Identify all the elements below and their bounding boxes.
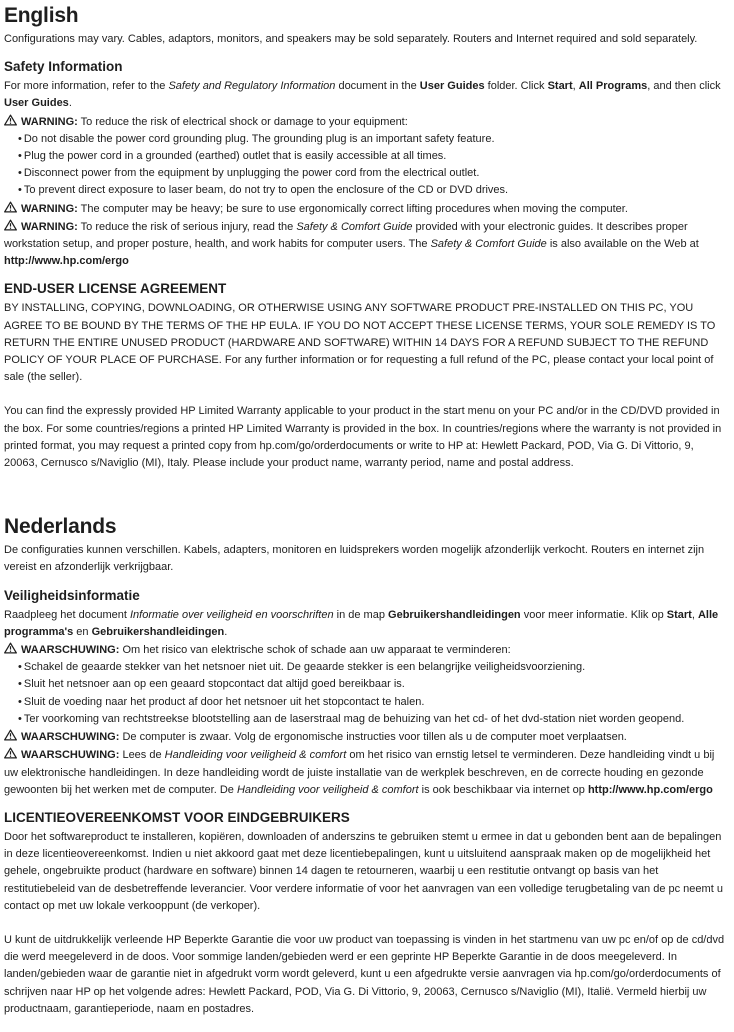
text-run: De computer is zwaar. Volg de ergonomische instructies voor tillen als u de computer moet verplaatsen.: [119, 731, 627, 744]
text-run: You can find the expressly provided HP Limited Warranty applicable to your product in the start menu on your PC and/or in the CD/DVD provided in the box. For some countries/regions a printed HP Limited Warranty is provided in the box. In countries/regions where the warranty is not provided in printed format, you may request a printed copy from hp.com/go/orderdocuments or write to HP at: Hewlett Packard, POD, Via G. Di Vittorio, 9, 20063, Cernusco s/Naviglio (MI), Italy. Please include your product name, warranty period, name and postal address.: [4, 405, 722, 470]
section-title: [4, 514, 728, 539]
text-run: Plug the power cord in a grounded (earthed) outlet that is easily accessible at all times.: [23, 150, 447, 163]
paragraph: [4, 78, 728, 112]
text-run: The computer may be heavy; be sure to use ergonomically correct lifting procedures when moving the computer.: [77, 202, 628, 215]
text-run: en: [73, 625, 92, 638]
text-run: Nederlands: [4, 515, 117, 539]
bullet-text: [24, 131, 728, 148]
paragraph: [4, 829, 728, 915]
bullet-icon: •: [18, 150, 22, 163]
text-run: English: [4, 4, 79, 27]
text-run: Schakel de geaarde stekker van het netsnoer niet uit. De geaarde stekker is een belangrijke veiligheidsvoorziening.: [23, 661, 586, 674]
text-run: To prevent direct exposure to laser beam, do not try to open the enclosure of the CD or DVD drives.: [23, 184, 509, 197]
warning-label: WAARSCHUWING:: [21, 644, 120, 657]
text-run: , and then click: [647, 80, 721, 93]
warning-paragraph: [4, 746, 728, 799]
bullet-icon: •: [18, 167, 22, 180]
bullet-item: [4, 131, 728, 148]
bullet-item: [4, 676, 728, 693]
warning-triangle-exclamation-icon: [4, 747, 17, 765]
bullet-text: [24, 165, 728, 182]
warning-triangle-exclamation-icon: [4, 114, 17, 132]
warning-paragraph: [4, 641, 728, 659]
bullet-icon: •: [18, 132, 22, 145]
text-run: provided with your electronic guides. It describes proper workstation setup, and proper posture, health, and work habits for computer users. The: [4, 220, 688, 251]
bullet-icon: •: [18, 695, 22, 708]
text-run: ,: [691, 608, 698, 621]
bullet-text: [24, 676, 728, 693]
italic-text-run: Handleiding voor veiligheid & comfort: [236, 783, 419, 796]
italic-text-run: Safety & Comfort Guide: [296, 220, 413, 233]
paragraph: [4, 31, 728, 48]
text-run: Lees de: [119, 749, 165, 762]
paragraph: [4, 300, 728, 386]
text-run: To reduce the risk of electrical shock or damage to your equipment:: [77, 115, 408, 128]
text-run: ,: [572, 80, 579, 93]
bold-text-run: Gebruikershandleidingen: [388, 608, 521, 621]
subsection-heading: [4, 809, 728, 826]
text-run: Door het softwareproduct te installeren, kopiëren, downloaden of anderszins te gebruiken stemt u ermee in dat u gebonden bent aan de bepalingen in deze licentieovereenkomst. Indien u niet akkoord gaat met deze licentiebepalingen, kunt u uitsluitend aanspraak maken op de mogelijkheid het gehele, ongebruikte product (hardware en software) binnen 14 dagen te retourneren, waarbij u een restitutie ontvangt op basis van het restitutiebeleid van de desbetreffende leverancier. Voor verdere informatie of voor het aanvragen van een volledige terugbetaling van de pc neemt u contact op met uw lokale verkooppunt (de verkoper).: [4, 830, 723, 912]
italic-text-run: Safety & Comfort Guide: [430, 238, 547, 251]
text-run: BY INSTALLING, COPYING, DOWNLOADING, OR OTHERWISE USING ANY SOFTWARE PRODUCT PRE-INSTALLED ON THIS PC, YOU AGREE TO BE BOUND BY THE TERMS OF THE HP EULA. IF YOU DO NOT ACCEPT THESE LICENSE TERMS, YOUR SOLE REMEDY IS TO RETURN THE ENTIRE UNUSED PRODUCT (HARDWARE AND SOFTWARE) WITHIN 14 DAYS FOR A REFUND SUBJECT TO THE REFUND POLICY OF YOUR PLACE OF PURCHASE. For any further information or for requesting a full refund of the PC, please contact your local point of sale (the seller).: [4, 302, 716, 384]
bold-text-run: User Guides: [419, 80, 485, 93]
text-run: Sluit de voeding naar het product af door het netsnoer uit het stopcontact te halen.: [23, 695, 425, 708]
text-run: is ook beschikbaar via internet op: [418, 783, 588, 796]
text-run: Veiligheidsinformatie: [4, 587, 140, 603]
italic-text-run: Safety and Regulatory Information: [168, 80, 336, 93]
warning-paragraph: [4, 728, 728, 746]
bold-text-run: http://www.hp.com/ergo: [4, 255, 129, 268]
text-run: Disconnect power from the equipment by unplugging the power cord from the electrical outlet.: [23, 167, 480, 180]
bullet-item: [4, 182, 728, 199]
subsection-heading: [4, 58, 728, 75]
text-run: For more information, refer to the: [4, 80, 169, 93]
warning-label: WARNING:: [21, 202, 78, 215]
text-run: LICENTIEOVEREENKOMST VOOR EINDGEBRUIKERS: [4, 809, 350, 825]
text-run: Do not disable the power cord grounding plug. The grounding plug is an important safety feature.: [23, 132, 495, 145]
section-title: [4, 3, 728, 28]
text-run: voor meer informatie. Klik op: [520, 608, 667, 621]
bold-text-run: Start: [666, 608, 692, 621]
bold-text-run: All Programs: [578, 80, 648, 93]
text-run: document in the: [335, 80, 420, 93]
bold-text-run: http://www.hp.com/ergo: [587, 783, 713, 796]
bullet-icon: •: [18, 661, 22, 674]
paragraph: [4, 932, 728, 1018]
bullet-icon: •: [18, 678, 22, 691]
bold-text-run: Start: [547, 80, 573, 93]
warning-triangle-exclamation-icon: [4, 201, 17, 219]
warning-paragraph: [4, 218, 728, 271]
text-run: Safety Information: [4, 59, 123, 75]
text-run: .: [224, 625, 228, 638]
text-run: .: [68, 97, 72, 110]
warning-triangle-exclamation-icon: [4, 642, 17, 660]
warning-label: WARNING:: [21, 115, 78, 128]
text-run: Om het risico van elektrische schok of schade aan uw apparaat te verminderen:: [119, 644, 511, 657]
section-nederlands: [4, 514, 728, 1018]
bullet-item: [4, 694, 728, 711]
italic-text-run: Informatie over veiligheid en voorschriften: [129, 608, 334, 621]
paragraph: [4, 607, 728, 641]
text-run: Ter voorkoming van rechtstreekse blootstelling aan de laserstraal mag de behuizing van het cd- of het dvd-station niet worden geopend.: [23, 712, 685, 725]
warning-label: WAARSCHUWING:: [21, 749, 120, 762]
text-run: Configurations may vary. Cables, adaptors, monitors, and speakers may be sold separately. Routers and Internet required and sold separately.: [4, 33, 698, 45]
text-run: END-USER LICENSE AGREEMENT: [4, 281, 227, 297]
bullet-item: [4, 148, 728, 165]
bullet-icon: •: [18, 712, 22, 725]
paragraph: [4, 542, 728, 576]
paragraph: [4, 403, 728, 472]
warning-label: WARNING:: [21, 220, 78, 233]
text-run: in de map: [333, 608, 389, 621]
warning-triangle-exclamation-icon: [4, 729, 17, 747]
text-run: Raadpleeg het document: [4, 608, 130, 621]
warning-label: WAARSCHUWING:: [21, 731, 120, 744]
text-run: De configuraties kunnen verschillen. Kabels, adapters, monitoren en luidsprekers worden mogelijk afzonderlijk verkocht. Routers en internet zijn vereist en afzonderlijk verkrijgbaar.: [4, 544, 705, 574]
text-run: U kunt de uitdrukkelijk verleende HP Beperkte Garantie die voor uw product van toepassing is vinden in het startmenu van uw pc en/of op de cd/dvd die werd meegeleverd in de doos. Voor sommige landen/gebieden werd er een geprinte HP Beperkte Garantie in de doos meegeleverd. In landen/gebieden waar de garantie niet in afgedrukt vorm wordt geleverd, kunt u een afgedrukte versie aanvragen via hp.com/go/orderdocuments of schrijven naar HP op het volgende adres: Hewlett Packard, POD, Via G. Di Vittorio, 9, 20063, Cernusco s/Naviglio (MI), Italië. Vermeld hierbij uw productnaam, garantieperiode, naam en postadres.: [4, 933, 725, 1015]
text-run: folder. Click: [484, 80, 548, 93]
bullet-text: [24, 694, 728, 711]
bullet-icon: •: [18, 184, 22, 197]
subsection-heading: [4, 587, 728, 604]
bullet-text: [24, 182, 728, 199]
text-run: om het risico van ernstig letsel te verminderen. Deze handleiding vindt u bij uw elektronische handleidingen. In deze handleiding wordt de juiste installatie van de werkplek beschreven, en de correcte houding en gezonde gewoonten bij het werken met de computer. De: [4, 749, 715, 796]
bold-text-run: User Guides: [4, 97, 69, 110]
section-english: [4, 3, 728, 472]
bullet-item: [4, 165, 728, 182]
italic-text-run: Handleiding voor veiligheid & comfort: [164, 749, 347, 762]
text-run: Sluit het netsnoer aan op een geaard stopcontact dat altijd goed bereikbaar is.: [23, 678, 405, 691]
bullet-text: [24, 148, 728, 165]
warning-paragraph: [4, 113, 728, 131]
text-run: To reduce the risk of serious injury, read the: [77, 220, 297, 233]
bullet-text: [24, 659, 728, 676]
bold-text-run: Gebruikershandleidingen: [91, 625, 225, 638]
bullet-item: [4, 659, 728, 676]
text-run: is also available on the Web at: [546, 238, 699, 251]
bullet-item: [4, 711, 728, 728]
warning-paragraph: [4, 200, 728, 218]
bold-text-run: Alle programma's: [4, 608, 719, 638]
bullet-text: [24, 711, 728, 728]
warning-triangle-exclamation-icon: [4, 219, 17, 237]
subsection-heading: [4, 280, 728, 297]
